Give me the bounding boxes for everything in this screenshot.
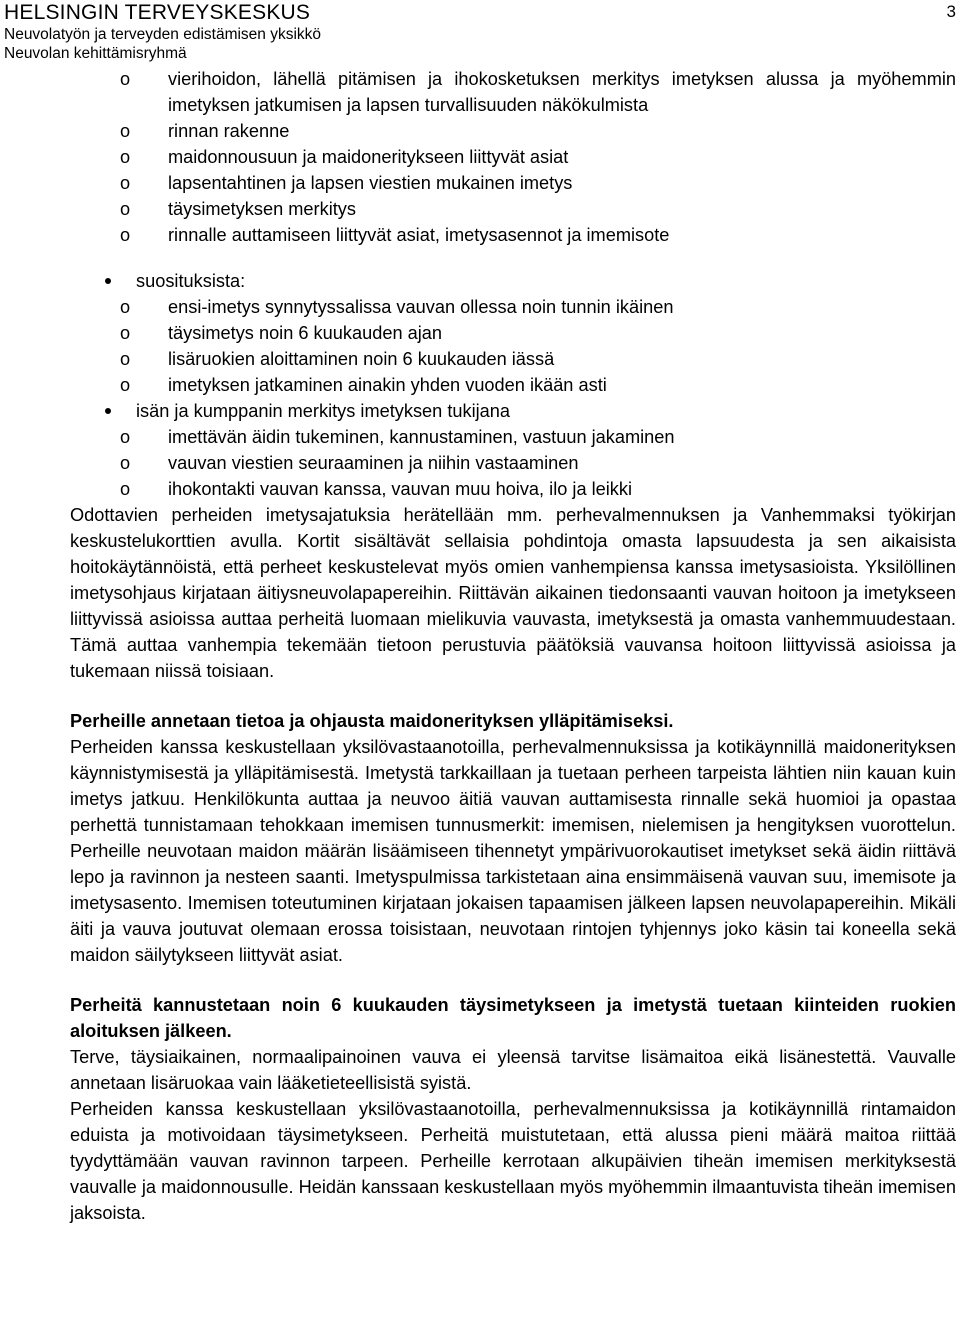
section-heading: Perheille annetaan tietoa ja ohjausta maidonerityksen ylläpitämiseksi.: [70, 711, 674, 731]
group-name: Neuvolan kehittämisryhmä: [4, 45, 187, 62]
page-header: [4, 0, 956, 63]
list-marker: o: [120, 323, 131, 343]
list-item: o rinnan rakenne: [120, 118, 956, 144]
list-marker: o: [120, 427, 131, 447]
list-item: o ensi-imetys synnytyssalissa vauvan ollessa noin tunnin ikäinen: [120, 294, 956, 320]
list-item: o imetyksen jatkaminen ainakin yhden vuoden ikään asti: [120, 372, 956, 398]
page-number: 3: [946, 2, 956, 21]
unit-name: Neuvolatyön ja terveyden edistämisen yksikkö: [4, 26, 322, 43]
list-marker: o: [120, 349, 131, 369]
paragraph: Terve, täysiaikainen, normaalipainoinen vauva ei yleensä tarvitse lisämaitoa eikä lisänestettä. Vauvalle annetaan lisäruokaa vain lääketieteellisistä syistä.: [70, 1047, 956, 1093]
paragraph: Odottavien perheiden imetysajatuksia herätellään mm. perhevalmennuksen ja Vanhemmaksi työkirjan keskustelukorttien avulla. Kortit sisältävät sellaisia pohdintoja omasta lapsuudesta ja sen aikaisista hoitokäytännöistä, että perheet keskustelevat myös omien vanhempiensa kanssa imetysasioista. Yksilöllinen imetysohjaus kirjataan äitiysneuvolapapereihin. Riittävän aikainen tiedonsaanti vauvan hoitoon ja imetykseen liittyvissä asioissa auttaa perheitä luomaan mielikuvia vauvasta, imetyksestä ja omasta vanhemmuudestaan. Tämä auttaa vanhempia tekemään tietoon perustuvia päätöksiä vauvansa hoitoon liittyvissä asioissa ja tukemaan niissä toisiaan.: [70, 505, 956, 681]
bullet-item: isän ja kumppanin merkitys imetyksen tukijana: [70, 398, 956, 424]
list-item: o ihokontakti vauvan kanssa, vauvan muu hoiva, ilo ja leikki: [120, 476, 956, 502]
bullet-dot-icon: [105, 408, 111, 414]
list-marker: o: [120, 147, 131, 167]
partner-role-list: [70, 424, 956, 502]
bullet-item: suosituksista:: [70, 268, 956, 294]
list-marker: o: [120, 479, 131, 499]
paragraph: Perheiden kanssa keskustellaan yksilövastaanotoilla, perhevalmennuksissa ja kotikäynnillä maidonerityksen käynnistymisestä ja ylläpitämisestä. Imetystä tarkkaillaan ja tuetaan perheen tarpeista lähtien niin kauan kuin imetys jatkuu. Henkilökunta auttaa ja neuvoo äitiä vauvan auttamisesta rinnalle sekä huomioi ja opastaa perhettä tunnistamaan tehokkaan imemisen tunnusmerkit: imemisen, nielemisen ja hengityksen vuorottelun. Perheille neuvotaan maidon määrän lisäämiseen tihennetyt ympärivuorokautiset imetykset sekä äidin riittävä lepo ja ravinnon ja nesteen saanti. Imetyspulmissa tarkistetaan aina ensimmäisenä vauvan suu, imemisote ja imetysasento. Imemisen toteutuminen kirjataan jokaisen tapaamisen jälkeen lapsen neuvolapapereihin. Mikäli äiti ja vauva joutuvat olemaan erossa toisistaan, neuvotaan rintojen tyhjennys joko käsin tai koneella sekä maidon säilytykseen liittyvät asiat.: [70, 737, 956, 965]
list-marker: o: [120, 453, 131, 473]
paragraph: Perheiden kanssa keskustellaan yksilövastaanotoilla, perhevalmennuksissa ja kotikäynnillä rintamaidon eduista ja motivoidaan täysimetykseen. Perheitä muistutetaan, että alussa pieni määrä maitoa riittää tyydyttämään vauvan ravinnon tarpeen. Perheille kerrotaan alkupäivien tiheän imemisen merkityksestä vauvalle ja maidonnousulle. Heidän kanssaan keskustellaan myös myöhemmin ilmaantuvista tiheän imemisen jaksoista.: [70, 1099, 956, 1223]
organization-name: HELSINGIN TERVEYSKESKUS: [4, 1, 311, 24]
list-marker: o: [120, 121, 131, 141]
list-marker: o: [120, 199, 131, 219]
list-item: o lapsentahtinen ja lapsen viestien mukainen imetys: [120, 170, 956, 196]
list-item: o rinnalle auttamiseen liittyvät asiat, imetysasennot ja imemisote: [120, 222, 956, 248]
list-item: o vauvan viestien seuraaminen ja niihin vastaaminen: [120, 450, 956, 476]
list-item: o maidonnousuun ja maidoneritykseen liittyvät asiat: [120, 144, 956, 170]
list-item: o lisäruokien aloittaminen noin 6 kuukauden iässä: [120, 346, 956, 372]
list-marker: o: [120, 173, 131, 193]
topic-list: [70, 66, 956, 248]
list-marker: o: [120, 375, 131, 395]
list-item: o imettävän äidin tukeminen, kannustaminen, vastuun jakaminen: [120, 424, 956, 450]
list-item: o vierihoidon, lähellä pitämisen ja ihokosketuksen merkitys imetyksen alussa ja myöhemmin imetyksen jatkumisen ja lapsen turvallisuuden näkökulmista: [120, 66, 956, 118]
bullet-dot-icon: [105, 278, 111, 284]
list-marker: o: [120, 69, 131, 89]
list-item: o täysimetys noin 6 kuukauden ajan: [120, 320, 956, 346]
list-marker: o: [120, 297, 131, 317]
document-body: [70, 66, 956, 1226]
list-item: o täysimetyksen merkitys: [120, 196, 956, 222]
recommendation-list: [70, 294, 956, 398]
list-marker: o: [120, 225, 131, 245]
section-heading: Perheitä kannustetaan noin 6 kuukauden täysimetykseen ja imetystä tuetaan kiinteiden ruokien aloituksen jälkeen.: [70, 995, 956, 1041]
